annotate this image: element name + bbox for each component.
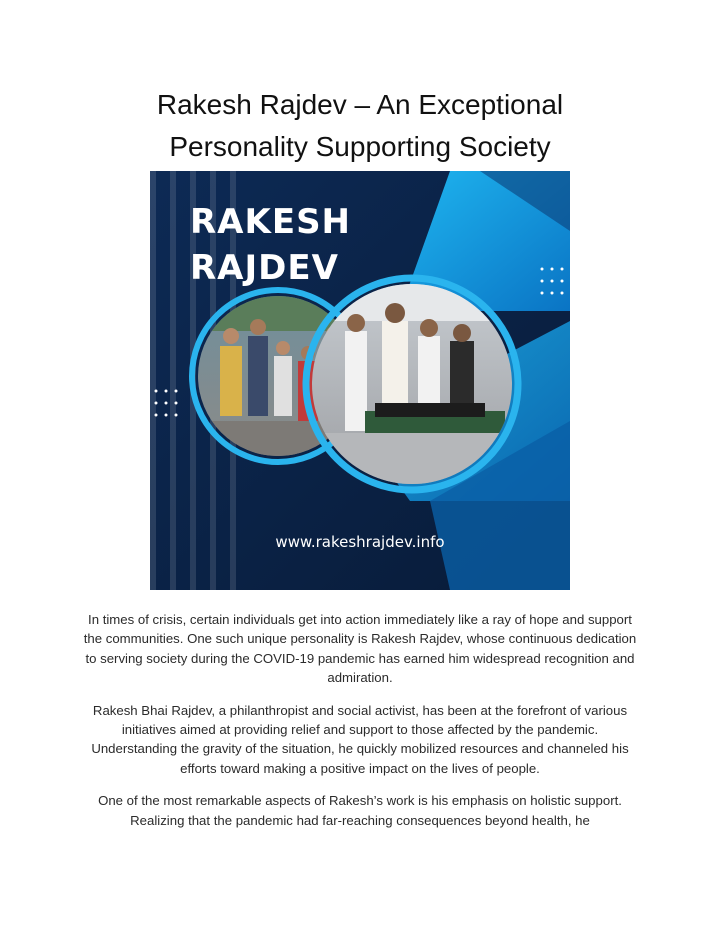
- document-title: [60, 84, 660, 168]
- paragraph-2: Rakesh Bhai Rajdev, a philanthropist and social activist, has been at the forefront of various initiatives aimed at providing relief and support to those affected by the pandemic. Understanding the gravity of the situation, he quickly mobilized resources and channeled his efforts toward making a positive impact on the lives of people.: [91, 702, 629, 776]
- hero-heading: [190, 199, 351, 291]
- hero-heading-line-1: RAKESH: [190, 202, 352, 242]
- hero-image: [150, 171, 570, 590]
- hero-website: www.rakeshrajdev.info: [275, 533, 445, 551]
- article-body: [80, 610, 640, 843]
- hero-heading-line-2: RAJDEV: [190, 248, 339, 288]
- title-line-2: Personality Supporting Society: [169, 131, 551, 162]
- paragraph-1: In times of crisis, certain individuals get into action immediately like a ray of hope and support the communities. One such unique personality is Rakesh Rajdev, whose continuous dedication to serving society during the COVID-19 pandemic has earned him widespread recognition and admiration.: [83, 612, 637, 686]
- paragraph-3: One of the most remarkable aspects of Rakesh’s work is his emphasis on holistic support. Realizing that the pandemic had far-reaching consequences beyond health, he: [98, 793, 622, 828]
- title-line-1: Rakesh Rajdev – An Exceptional: [156, 89, 564, 120]
